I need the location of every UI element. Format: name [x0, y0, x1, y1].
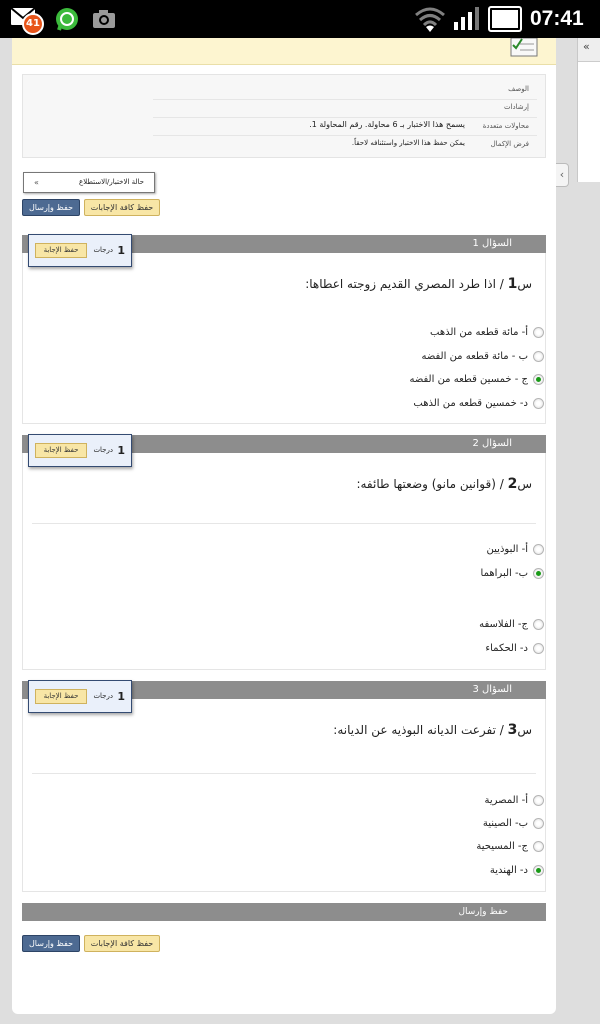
answer-option[interactable] [490, 860, 544, 876]
answer-label: ج- الفلاسفه [479, 619, 528, 630]
answer-label: د- خمسين قطعه من الذهب [413, 398, 528, 409]
save-answer-button[interactable]: حفظ الإجابة [35, 689, 87, 704]
info-label-description: الوصف [508, 85, 529, 93]
notice-strip [12, 38, 556, 65]
info-divider [153, 117, 537, 118]
question-divider [32, 773, 536, 774]
save-submit-button[interactable]: حفظ وإرسال [22, 199, 80, 216]
radio-button[interactable] [533, 398, 544, 409]
points-box [28, 234, 132, 267]
answer-label: ب - مائة قطعه من الفضه [421, 351, 528, 362]
radio-button-selected[interactable] [533, 865, 544, 876]
chevron-down-icon: » [34, 178, 39, 187]
answer-label: أ- المصرية [484, 795, 528, 806]
question-number: 2 [507, 476, 518, 492]
answer-option[interactable] [481, 563, 544, 579]
radio-button-selected[interactable] [533, 374, 544, 385]
save-answer-button[interactable]: حفظ الإجابة [35, 443, 87, 458]
question-prefix: س [517, 277, 532, 291]
test-status-label: حالة الاختبار/الاستطلاع [79, 178, 144, 186]
question-prefix: س [517, 723, 532, 737]
radio-button[interactable] [533, 619, 544, 630]
answer-label: د- الهندية [489, 865, 528, 876]
info-divider [153, 135, 537, 136]
question-header: السؤال 3 [22, 681, 546, 699]
answer-label: أ- مائة قطعه من الذهب [430, 327, 528, 338]
radio-button[interactable] [533, 818, 544, 829]
answer-option[interactable] [483, 813, 544, 829]
answer-option[interactable] [485, 638, 544, 654]
answer-label: أ- البوذيين [486, 544, 528, 555]
answer-option[interactable] [479, 614, 544, 630]
question-body: / تفرعت الديانه البوذيه عن الديانه: [333, 723, 508, 737]
question-number: 3 [507, 722, 518, 738]
points-value: 1 [117, 244, 125, 257]
points-unit: درجات [93, 246, 113, 254]
whatsapp-icon [54, 6, 80, 32]
points-unit: درجات [93, 446, 113, 454]
test-checklist-icon [508, 38, 540, 58]
radio-button[interactable] [533, 841, 544, 852]
question-number: 1 [507, 276, 518, 292]
test-page [12, 38, 556, 1014]
battery-icon [488, 6, 524, 32]
side-panel [577, 38, 600, 182]
points-value: 1 [117, 444, 125, 457]
save-submit-button[interactable]: حفظ وإرسال [22, 935, 80, 952]
answer-option[interactable] [413, 393, 544, 409]
info-value-multiple-attempts: يسمح هذا الاختبار بـ 6 محاولة. رقم المحاولة 1. [309, 120, 465, 129]
info-label-multiple-attempts: محاولات متعددة [482, 122, 529, 130]
question-text [333, 722, 532, 738]
info-label-instructions: إرشادات [504, 103, 529, 111]
wifi-icon [414, 5, 446, 33]
info-label-force-completion: فرض الإكمال [490, 140, 529, 148]
points-box [28, 680, 132, 713]
question-prefix: س [517, 477, 532, 491]
question-text [356, 476, 532, 492]
radio-button-selected[interactable] [533, 568, 544, 579]
points-unit: درجات [93, 692, 113, 700]
answer-option[interactable] [421, 346, 544, 362]
radio-button[interactable] [533, 795, 544, 806]
points-value: 1 [117, 690, 125, 703]
radio-button[interactable] [533, 643, 544, 654]
footer-submit-bar[interactable]: حفظ وإرسال [22, 903, 546, 921]
question-header: السؤال 2 [22, 435, 546, 453]
radio-button[interactable] [533, 351, 544, 362]
question-body: / اذا طرد المصري القديم زوجته اعطاها: [305, 277, 508, 291]
info-divider [153, 99, 537, 100]
question-divider [32, 523, 536, 524]
save-all-answers-button[interactable]: حفظ كافة الإجابات [84, 935, 160, 952]
answer-label: ب- البراهما [480, 568, 528, 579]
answer-option[interactable] [484, 790, 544, 806]
test-status-toggle[interactable] [23, 172, 155, 193]
answer-label: د- الحكماء [485, 643, 528, 654]
answer-label: ج - خمسين قطعه من الفضه [409, 374, 528, 385]
save-all-answers-button[interactable]: حفظ كافة الإجابات [84, 199, 160, 216]
save-answer-button[interactable]: حفظ الإجابة [35, 243, 87, 258]
question-header: السؤال 1 [22, 235, 546, 253]
camera-icon [92, 9, 116, 29]
notification-badge: 41 [22, 13, 44, 35]
panel-toggle-handle[interactable]: ‹ [556, 163, 569, 187]
info-value-force-completion: يمكن حفظ هذا الاختبار واستئنافه لاحقاً. [351, 139, 465, 147]
radio-button[interactable] [533, 327, 544, 338]
answer-option[interactable] [409, 369, 544, 385]
question-body: / (قوانين مانو) وضعتها طائفه: [356, 477, 508, 491]
answer-option[interactable] [476, 836, 544, 852]
answer-label: ب- الصينية [482, 818, 528, 829]
answer-option[interactable] [430, 322, 544, 338]
test-info-box [22, 74, 546, 158]
answer-label: ج- المسيحية [476, 841, 528, 852]
side-panel-header[interactable]: « [578, 38, 600, 62]
status-bar [0, 0, 600, 38]
clock: 07:41 [530, 7, 584, 30]
points-box [28, 434, 132, 467]
answer-option[interactable] [487, 539, 544, 555]
radio-button[interactable] [533, 544, 544, 555]
question-text [305, 276, 532, 292]
signal-icon [452, 7, 482, 31]
